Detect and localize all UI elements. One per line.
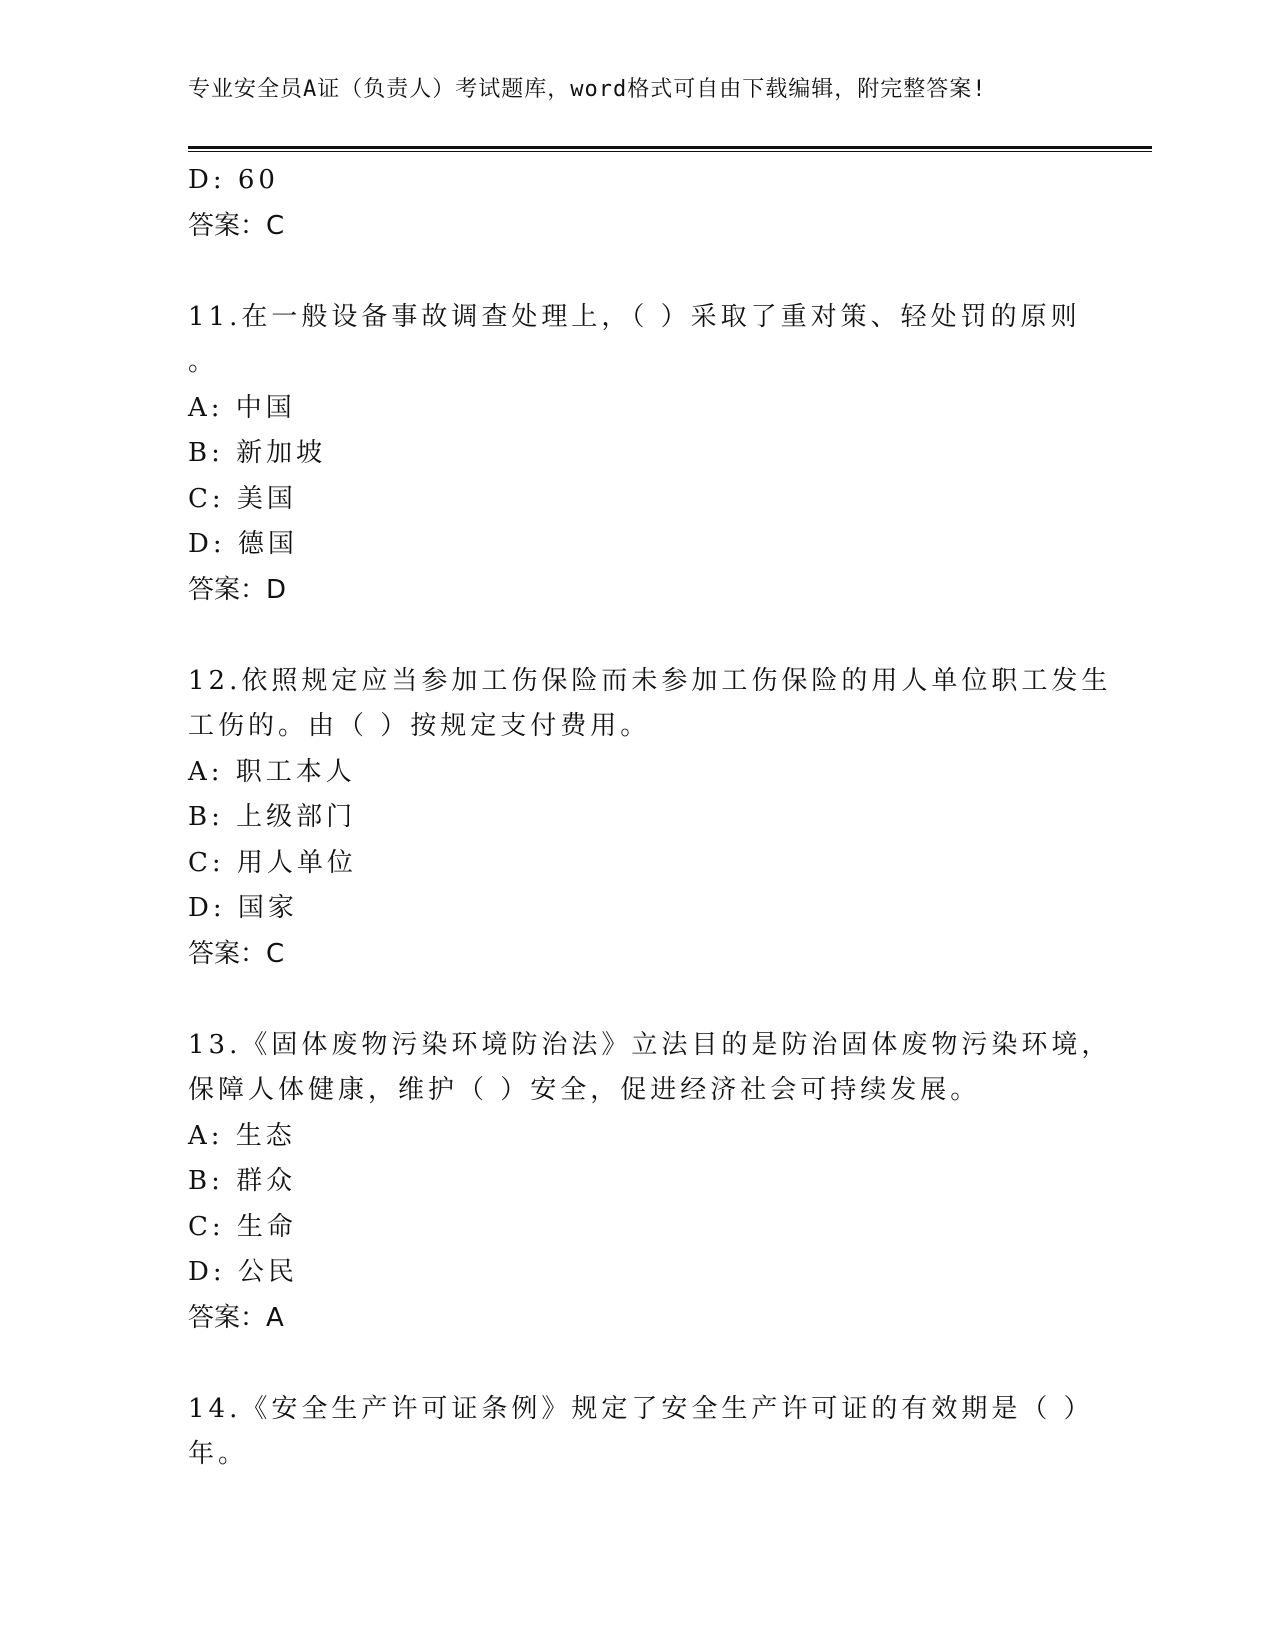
option-c: C: 美国 <box>188 483 297 514</box>
answer-line: 答案：C <box>188 210 285 241</box>
option-a: A: 职工本人 <box>188 756 356 787</box>
question-text-continued: 工伤的。由（ ）按规定支付费用。 <box>188 711 651 741</box>
header-divider-thick <box>188 146 1152 149</box>
option-c: C: 用人单位 <box>188 847 357 878</box>
option-a: A: 生态 <box>188 1120 296 1151</box>
question-11 <box>188 295 1088 614</box>
question-text: 12.依照规定应当参加工伤保险而未参加工伤保险的用人单位职工发生 <box>188 665 1112 696</box>
question-14 <box>188 1387 1094 1478</box>
question-text: 14.《安全生产许可证条例》规定了安全生产许可证的有效期是（ ） <box>188 1393 1094 1424</box>
page-header-title: 专业安全员A证（负责人）考试题库，word格式可自由下载编辑，附完整答案! <box>188 77 987 102</box>
header-divider-thin <box>188 151 1152 152</box>
option-b: B: 群众 <box>188 1166 297 1196</box>
answer-line: 答案：D <box>188 574 287 605</box>
spacer <box>188 1341 1088 1387</box>
option-a: A: 中国 <box>188 392 296 423</box>
answer-line: 答案：C <box>188 938 285 969</box>
question-12 <box>188 659 1112 978</box>
question-13 <box>188 1023 1112 1342</box>
option-d: D: 公民 <box>188 1257 298 1287</box>
option-b: B: 新加坡 <box>188 438 327 468</box>
option-d: D: 德国 <box>188 529 298 559</box>
question-text-continued: 年。 <box>188 1439 249 1469</box>
question-text: 11.在一般设备事故调查处理上，（ ）采取了重对策、轻处罚的原则 <box>188 301 1081 332</box>
spacer <box>188 613 1088 659</box>
answer-line: 答案：A <box>188 1302 284 1333</box>
spacer <box>188 249 1088 295</box>
question-text: 13.《固体废物污染环境防治法》立法目的是防治固体废物污染环境， <box>188 1029 1112 1060</box>
option-d: D: 国家 <box>188 893 298 923</box>
question-text-continued: 保障人体健康，维护（ ）安全，促进经济社会可持续发展。 <box>188 1075 981 1105</box>
spacer <box>188 977 1088 1023</box>
option-b: B: 上级部门 <box>188 802 357 832</box>
question-text-continued: 。 <box>188 347 219 377</box>
option-c: C: 生命 <box>188 1211 297 1242</box>
document-body <box>188 158 1112 1478</box>
option-d: D: 60 <box>188 165 279 195</box>
